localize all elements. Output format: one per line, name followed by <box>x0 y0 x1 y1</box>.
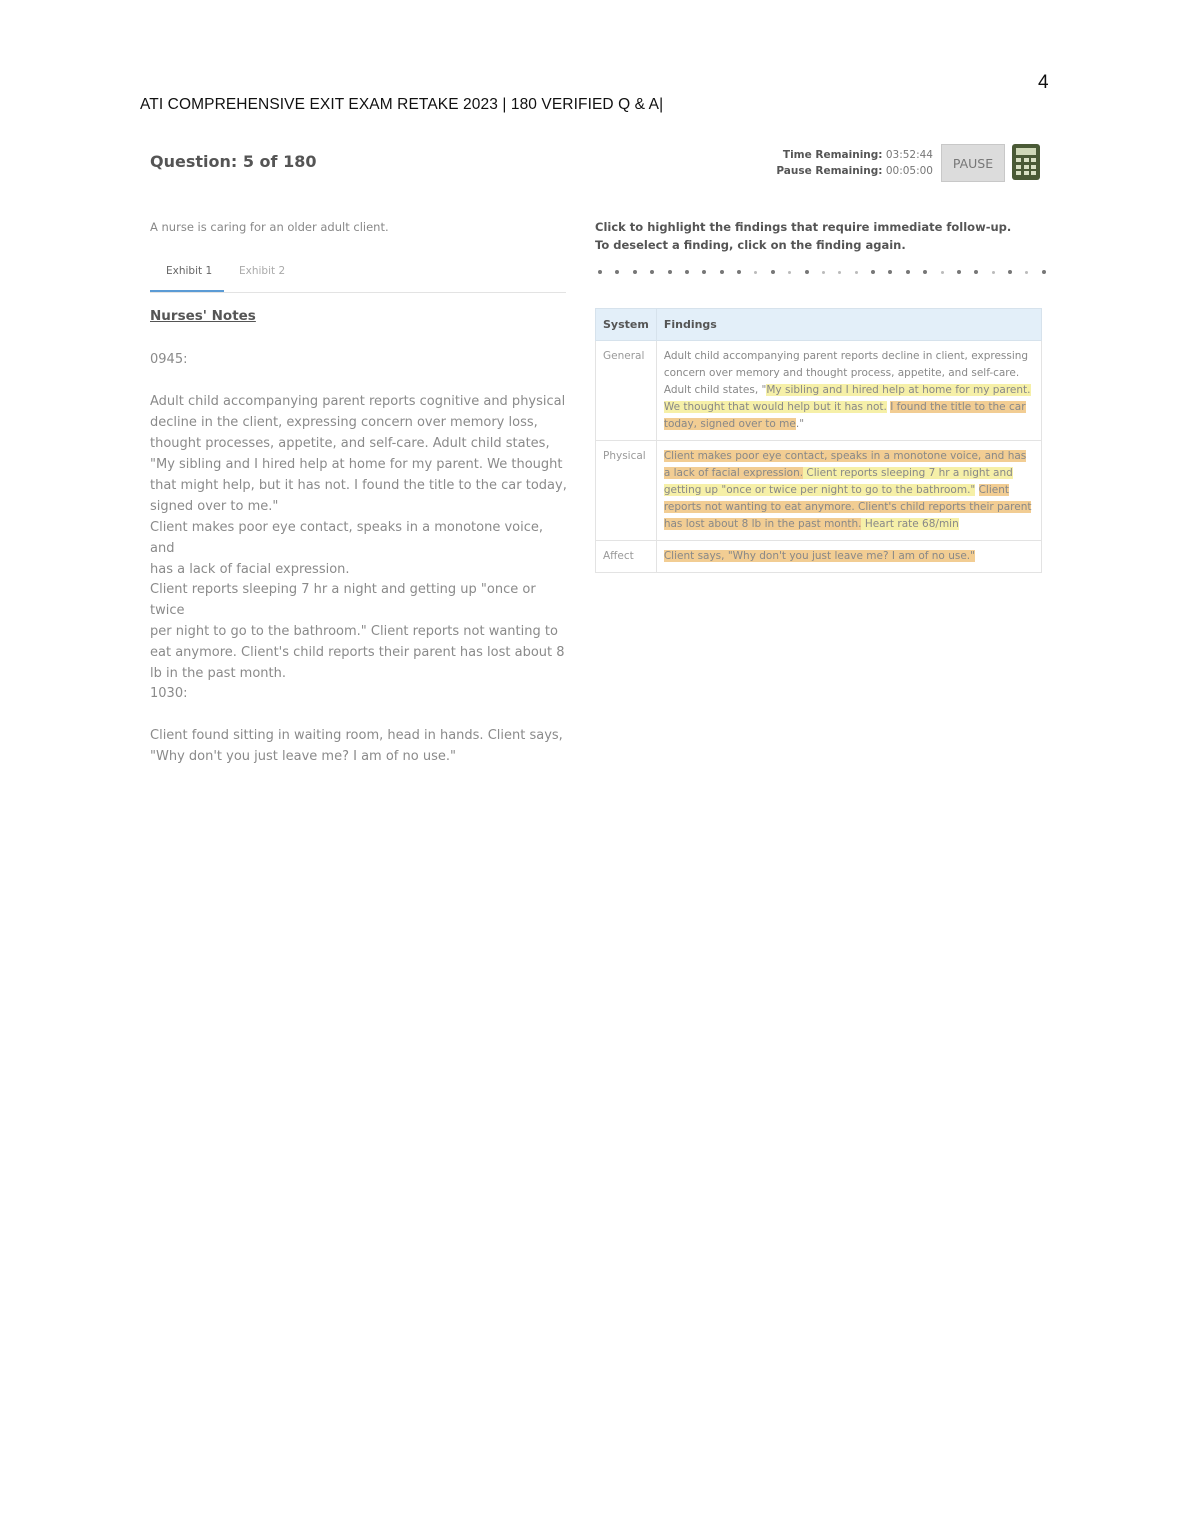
calculator-keys <box>1016 158 1036 175</box>
question-counter: Question: 5 of 180 <box>150 152 317 171</box>
progress-dots <box>598 268 1046 276</box>
pause-remaining-label: Pause Remaining: <box>776 165 883 177</box>
exam-screenshot <box>140 138 1050 778</box>
highlighted-finding[interactable]: Client reports not wanting to eat anymore. Client's child reports their parent has lost about 8 lb in the past month. <box>663 484 1032 530</box>
column-header-findings: Findings <box>656 309 1041 341</box>
highlighted-finding[interactable]: Heart rate 68/min <box>861 518 959 530</box>
progress-dot <box>957 270 961 274</box>
progress-dot <box>822 271 825 274</box>
findings-row <box>596 441 1042 541</box>
note-time-0945: 0945: <box>150 352 188 367</box>
system-cell: Affect <box>596 541 657 573</box>
time-remaining-label: Time Remaining: <box>782 149 883 161</box>
findings-row <box>596 341 1042 441</box>
pause-button[interactable]: PAUSE <box>941 144 1005 182</box>
progress-dot <box>838 271 841 274</box>
page-number: 4 <box>1038 72 1049 93</box>
findings-cell <box>656 441 1041 541</box>
progress-dot <box>598 270 602 274</box>
tab-exhibit-1[interactable]: Exhibit 1 <box>166 265 213 277</box>
progress-dot <box>941 271 944 274</box>
progress-dot <box>1008 270 1012 274</box>
column-header-system: System <box>596 309 657 341</box>
finding-text[interactable]: ." <box>795 418 805 430</box>
progress-dot <box>888 270 892 274</box>
findings-cell <box>656 341 1041 441</box>
findings-row <box>596 541 1042 573</box>
system-cell: Physical <box>596 441 657 541</box>
progress-dot <box>1025 271 1028 274</box>
progress-dot <box>871 270 875 274</box>
note-paragraph-3: Client found sitting in waiting room, head in hands. Client says, "Why don't you just leave me? I am of no use." <box>150 728 563 764</box>
document-header: ATI COMPREHENSIVE EXIT EXAM RETAKE 2023 | 180 VERIFIED Q & A| <box>140 96 664 113</box>
pause-remaining-value: 00:05:00 <box>885 165 933 177</box>
progress-dot <box>771 270 775 274</box>
progress-dot <box>992 271 995 274</box>
progress-dot <box>720 270 724 274</box>
time-remaining-value: 03:52:44 <box>885 149 933 161</box>
active-tab-indicator <box>150 290 224 292</box>
highlighted-finding[interactable]: Client reports sleeping 7 hr a night and getting up "once or twice per night to go to the bathroom." <box>663 467 1013 496</box>
progress-dot <box>650 270 654 274</box>
calculator-icon[interactable] <box>1012 144 1040 180</box>
highlighted-finding[interactable]: My sibling and I hired help at home for my parent. We thought that would help but it has not. <box>663 384 1031 413</box>
progress-dot <box>974 270 978 274</box>
tab-exhibit-2[interactable]: Exhibit 2 <box>239 265 286 277</box>
progress-dot <box>805 270 809 274</box>
timers <box>760 147 933 179</box>
system-cell: General <box>596 341 657 441</box>
progress-dot <box>685 270 689 274</box>
note-paragraph-1: Adult child accompanying parent reports cognitive and physical decline in the client, expressing concern over memory loss, thought processes, appetite, and self-care. Adult child states, "My sibling and I hired help at home for my parent. We thought that might help, but it has not. I found the title to the car today, signed over to me." Client makes poor eye contact, speaks in a monotone voice, and has a lack of facial expression. <box>150 394 567 577</box>
calculator-screen <box>1016 148 1036 155</box>
note-paragraph-2: Client reports sleeping 7 hr a night and getting up "once or twice per night to go to the bathroom." Client reports not wanting to eat anymore. Client's child reports their parent has lost about 8 lb in the past month. <box>150 582 565 681</box>
highlighted-finding[interactable]: Client says, "Why don't you just leave me? I am of no use." <box>663 550 975 562</box>
progress-dot <box>615 270 619 274</box>
progress-dot <box>923 270 927 274</box>
progress-dot <box>906 270 910 274</box>
progress-dot <box>754 271 757 274</box>
progress-dot <box>668 270 672 274</box>
highlighted-finding[interactable]: I found the title to the car today, signed over to me <box>663 401 1026 430</box>
findings-cell <box>656 541 1041 573</box>
progress-dot <box>855 271 858 274</box>
nurses-notes-title: Nurses' Notes <box>150 308 256 324</box>
findings-table <box>595 308 1042 573</box>
progress-dot <box>737 270 741 274</box>
progress-dot <box>702 270 706 274</box>
case-intro: A nurse is caring for an older adult client. <box>150 220 389 234</box>
progress-dot <box>633 270 637 274</box>
finding-text[interactable]: Adult child accompanying parent reports decline in client, expressing concern over memory and thought process, appetite, and self-care. Adult child states, " <box>663 350 1029 396</box>
progress-dot <box>1042 270 1046 274</box>
highlighted-finding[interactable]: Client makes poor eye contact, speaks in a monotone voice, and has a lack of facial expression. <box>663 450 1027 479</box>
progress-dot <box>788 271 791 274</box>
exhibit-tabs <box>150 256 566 293</box>
highlight-instruction: Click to highlight the findings that require immediate follow-up. To deselect a finding, click on the finding again. <box>595 220 1012 252</box>
note-time-1030: 1030: <box>150 686 188 701</box>
